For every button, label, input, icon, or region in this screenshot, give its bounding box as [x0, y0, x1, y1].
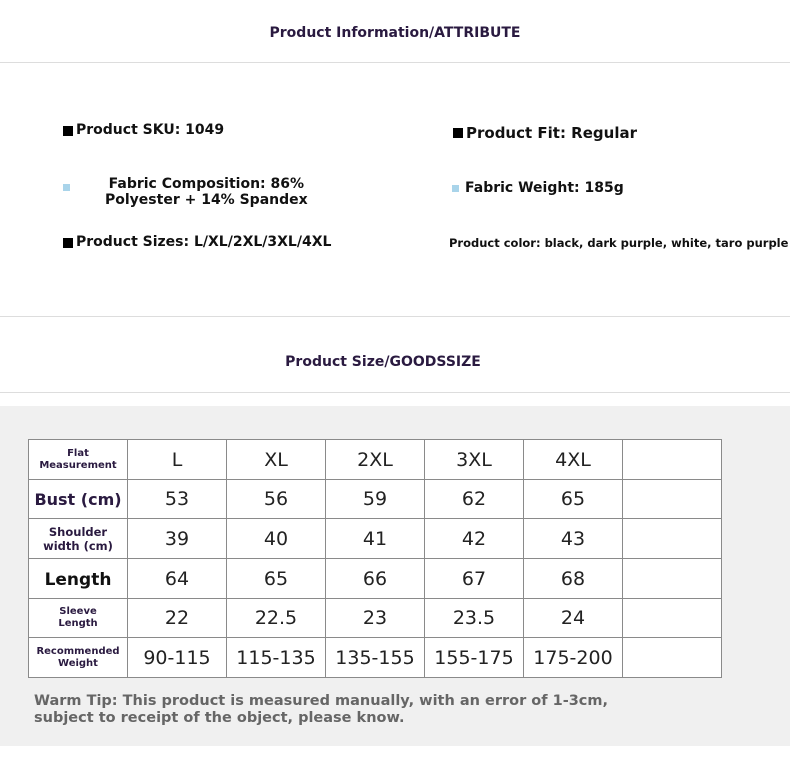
table-header-row: [29, 440, 722, 480]
table-cell: 53: [128, 480, 227, 519]
attr-color-text: Product color: black, dark purple, white, taro purple: [449, 236, 789, 250]
table-cell: 43: [524, 519, 623, 559]
attr-fabric-weight-text: Fabric Weight: 185g: [465, 180, 624, 196]
table-cell: 59: [326, 480, 425, 519]
table-cell: 90-115: [128, 638, 227, 678]
bullet-square: [63, 184, 70, 191]
bullet-square: [63, 238, 73, 248]
attr-sizes: [63, 234, 331, 250]
divider-top: [0, 62, 790, 63]
attr-fit-text: Product Fit: Regular: [466, 124, 637, 142]
size-header-cell: 3XL: [425, 440, 524, 480]
table-row: [29, 519, 722, 559]
table-cell: 23: [326, 599, 425, 638]
table-cell: 24: [524, 599, 623, 638]
row-label-line2: width (cm): [43, 538, 113, 553]
bullet-square: [452, 185, 459, 192]
warm-tip: [34, 693, 634, 727]
attr-fabric-weight: [452, 180, 624, 196]
attr-sizes-text: Product Sizes: L/XL/2XL/3XL/4XL: [76, 234, 332, 250]
row-label-line2: Weight: [58, 657, 98, 669]
table-cell: [623, 559, 722, 599]
table-row: [29, 638, 722, 678]
size-header-cell: L: [128, 440, 227, 480]
table-cell: 135-155: [326, 638, 425, 678]
row-label-line1: Sleeve: [59, 606, 97, 617]
size-header-cell: XL: [227, 440, 326, 480]
warm-tip-line2: subject to receipt of the object, please know.: [34, 710, 405, 726]
row-label-bust: Bust (cm): [29, 480, 128, 519]
row-label-weight: [29, 638, 128, 678]
attr-sku: [63, 122, 224, 138]
row-label-line1: Recommended: [36, 645, 120, 657]
table-cell: 62: [425, 480, 524, 519]
table-cell: 56: [227, 480, 326, 519]
table-cell: 64: [128, 559, 227, 599]
table-cell: 68: [524, 559, 623, 599]
bullet-square: [453, 128, 463, 138]
attr-fabric-composition: [63, 176, 308, 208]
table-cell: 65: [227, 559, 326, 599]
size-header-cell: [623, 440, 722, 480]
size-table: [28, 439, 722, 678]
divider-middle: [0, 316, 790, 317]
row-label-length: Length: [29, 559, 128, 599]
attr-fabric-composition-text: [105, 176, 308, 208]
table-cell: [623, 519, 722, 559]
table-cell: 42: [425, 519, 524, 559]
table-cell: 67: [425, 559, 524, 599]
table-cell: 65: [524, 480, 623, 519]
table-cell: 22.5: [227, 599, 326, 638]
size-header-cell: 2XL: [326, 440, 425, 480]
table-cell: [623, 599, 722, 638]
row-label-shoulder: [29, 519, 128, 559]
table-cell: [623, 480, 722, 519]
row-label-line1: Shoulder: [48, 524, 108, 539]
table-cell: 66: [326, 559, 425, 599]
table-cell: [623, 638, 722, 678]
table-cell: 22: [128, 599, 227, 638]
header-label-line2: Measurement: [39, 459, 117, 471]
header-label: [29, 448, 127, 472]
table-cell: 41: [326, 519, 425, 559]
info-title: Product Information/ATTRIBUTE: [269, 25, 521, 41]
divider-lower: [0, 392, 790, 393]
table-row: [29, 599, 722, 638]
bullet-square: [63, 126, 73, 136]
header-label-cell: [29, 440, 128, 480]
table-cell: 155-175: [425, 638, 524, 678]
attr-fit: [453, 124, 637, 142]
row-label-sleeve: [29, 599, 128, 638]
warm-tip-line1: Warm Tip: This product is measured manually, with an error of 1-3cm,: [34, 693, 609, 709]
table-cell: 40: [227, 519, 326, 559]
table-cell: 175-200: [524, 638, 623, 678]
size-title: Product Size/GOODSSIZE: [285, 354, 481, 370]
table-cell: 23.5: [425, 599, 524, 638]
header-label-line1: Flat: [67, 447, 89, 459]
fabric-composition-line2: Polyester + 14% Spandex: [105, 192, 308, 208]
fabric-composition-line1: Fabric Composition: 86%: [108, 176, 305, 192]
row-label-line2: Length: [58, 618, 98, 629]
size-header-cell: 4XL: [524, 440, 623, 480]
table-row: [29, 480, 722, 519]
table-cell: 115-135: [227, 638, 326, 678]
table-cell: 39: [128, 519, 227, 559]
table-row: [29, 559, 722, 599]
attr-color: [449, 236, 788, 250]
attr-sku-text: Product SKU: 1049: [76, 122, 225, 138]
